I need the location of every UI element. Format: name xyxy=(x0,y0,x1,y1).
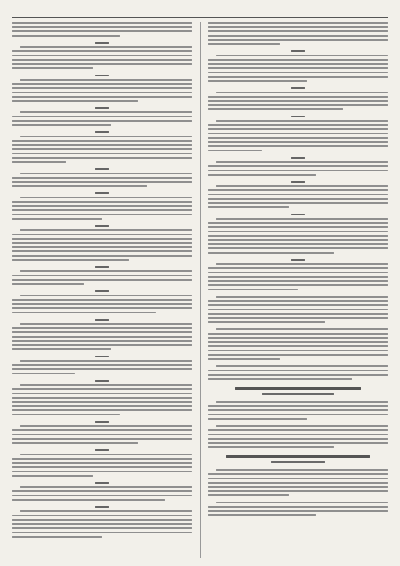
text-line xyxy=(208,309,388,311)
text-line xyxy=(216,120,388,122)
text-line xyxy=(12,475,93,477)
text-line xyxy=(12,397,192,399)
text-line xyxy=(12,434,192,436)
text-line xyxy=(12,462,192,464)
text-line xyxy=(20,425,192,427)
text-line xyxy=(208,35,388,37)
text-line xyxy=(208,26,388,28)
text-line xyxy=(12,364,192,366)
text-line xyxy=(208,276,388,278)
text-line xyxy=(20,486,192,488)
text-line xyxy=(208,174,316,176)
text-line xyxy=(208,478,388,480)
text-line xyxy=(208,108,343,110)
text-line xyxy=(208,222,388,224)
text-line xyxy=(12,153,192,155)
text-line xyxy=(12,340,192,342)
text-line xyxy=(208,96,388,98)
text-line xyxy=(20,323,192,325)
text-line xyxy=(216,502,388,504)
text-line xyxy=(12,490,192,492)
text-line xyxy=(208,247,388,249)
text-line xyxy=(208,100,388,102)
clause-number xyxy=(95,482,109,484)
text-line xyxy=(12,100,138,102)
text-line xyxy=(12,438,192,440)
text-line xyxy=(20,136,192,138)
text-line xyxy=(12,327,192,329)
text-line xyxy=(12,405,192,407)
text-line xyxy=(12,83,192,85)
text-line xyxy=(208,486,388,488)
text-line xyxy=(12,55,192,57)
clause-number xyxy=(95,75,109,77)
clause-number xyxy=(291,259,305,261)
clause-number xyxy=(95,107,109,109)
text-line xyxy=(208,442,388,444)
clause-number xyxy=(291,116,305,118)
section-heading xyxy=(262,393,334,395)
text-line xyxy=(208,239,388,241)
text-line xyxy=(12,401,192,403)
text-line xyxy=(12,393,192,395)
text-line xyxy=(12,429,192,431)
text-line xyxy=(12,157,192,159)
text-line xyxy=(208,317,388,319)
text-line xyxy=(20,111,192,113)
text-line xyxy=(12,205,192,207)
text-line xyxy=(12,120,192,122)
text-line xyxy=(12,409,192,411)
text-line xyxy=(12,218,102,220)
text-line xyxy=(208,194,388,196)
header-rule xyxy=(12,17,388,18)
text-line xyxy=(12,466,192,468)
text-line xyxy=(208,321,325,323)
clause-number xyxy=(95,356,109,358)
text-line xyxy=(12,148,192,150)
text-line xyxy=(12,144,192,146)
text-line xyxy=(208,494,289,496)
text-line xyxy=(208,438,388,440)
clause-number xyxy=(291,157,305,159)
text-line xyxy=(12,299,192,301)
text-line xyxy=(208,482,388,484)
clause-number xyxy=(95,266,109,268)
text-line xyxy=(208,43,280,45)
text-line xyxy=(12,532,192,534)
text-line xyxy=(216,263,388,265)
text-line xyxy=(208,76,388,78)
text-line xyxy=(208,267,388,269)
text-line xyxy=(12,312,156,314)
text-line xyxy=(12,201,192,203)
text-line xyxy=(12,67,93,69)
text-line xyxy=(208,446,334,448)
text-line xyxy=(12,348,111,350)
text-line xyxy=(12,234,192,236)
text-column-right xyxy=(208,22,388,560)
text-line xyxy=(208,409,388,411)
text-line xyxy=(208,304,388,306)
text-line xyxy=(12,242,192,244)
text-line xyxy=(12,279,192,281)
clause-number xyxy=(95,319,109,321)
text-line xyxy=(20,197,192,199)
text-line xyxy=(20,384,192,386)
text-line xyxy=(208,226,388,228)
text-line xyxy=(20,454,192,456)
section-heading xyxy=(271,461,325,463)
text-line xyxy=(20,46,192,48)
text-line xyxy=(12,124,111,126)
text-line xyxy=(12,515,192,517)
text-line xyxy=(12,536,102,538)
text-line xyxy=(208,337,388,339)
text-line xyxy=(12,527,192,529)
text-line xyxy=(208,514,316,516)
text-line xyxy=(208,341,388,343)
paragraph-gap xyxy=(208,382,388,385)
section-heading xyxy=(226,455,370,458)
text-line xyxy=(12,414,120,416)
text-line xyxy=(12,373,75,375)
text-line xyxy=(216,401,388,403)
text-line xyxy=(12,259,129,261)
text-line xyxy=(12,523,192,525)
text-line xyxy=(208,284,388,286)
text-line xyxy=(208,429,388,431)
clause-number xyxy=(95,421,109,423)
text-line xyxy=(208,128,388,130)
text-line xyxy=(12,177,192,179)
text-line xyxy=(208,434,388,436)
text-line xyxy=(208,473,388,475)
text-line xyxy=(20,295,192,297)
text-line xyxy=(20,510,192,512)
text-line xyxy=(12,344,192,346)
text-column-left xyxy=(12,22,192,560)
text-line xyxy=(208,414,388,416)
text-line xyxy=(12,246,192,248)
text-line xyxy=(12,30,192,32)
text-line xyxy=(208,39,388,41)
text-line xyxy=(208,59,388,61)
text-line xyxy=(208,300,388,302)
clause-number xyxy=(291,214,305,216)
text-line xyxy=(208,333,388,335)
text-line xyxy=(208,133,388,135)
text-line xyxy=(20,270,192,272)
text-line xyxy=(216,92,388,94)
text-line xyxy=(216,55,388,57)
text-line xyxy=(208,198,388,200)
text-line xyxy=(208,378,352,380)
clause-number xyxy=(95,380,109,382)
text-line xyxy=(20,360,192,362)
text-line xyxy=(208,80,307,82)
text-line xyxy=(208,189,388,191)
text-line xyxy=(12,238,192,240)
text-line xyxy=(208,418,307,420)
text-line xyxy=(20,173,192,175)
text-line xyxy=(12,92,192,94)
text-line xyxy=(208,124,388,126)
text-line xyxy=(12,519,192,521)
text-line xyxy=(12,458,192,460)
text-line xyxy=(208,104,388,106)
text-line xyxy=(12,22,192,24)
text-line xyxy=(12,303,192,305)
text-line xyxy=(12,499,165,501)
text-line xyxy=(12,250,192,252)
text-line xyxy=(208,506,388,508)
text-line xyxy=(208,235,388,237)
clause-number xyxy=(291,181,305,183)
text-line xyxy=(12,87,192,89)
text-line xyxy=(208,374,388,376)
text-line xyxy=(208,313,388,315)
text-line xyxy=(208,141,388,143)
text-line xyxy=(216,328,388,330)
text-line xyxy=(208,22,388,24)
text-line xyxy=(208,350,388,352)
text-line xyxy=(216,296,388,298)
text-line xyxy=(12,209,192,211)
text-line xyxy=(208,137,388,139)
text-line xyxy=(208,30,388,32)
text-line xyxy=(12,442,138,444)
text-line xyxy=(12,59,192,61)
text-line xyxy=(208,165,388,167)
clause-number xyxy=(95,131,109,133)
text-line xyxy=(12,96,192,98)
text-line xyxy=(208,206,289,208)
text-line xyxy=(12,161,66,163)
clause-number xyxy=(291,50,305,52)
text-line xyxy=(208,170,388,172)
text-line xyxy=(208,202,388,204)
text-line xyxy=(208,72,388,74)
clause-number xyxy=(95,42,109,44)
text-line xyxy=(208,289,298,291)
column-divider xyxy=(200,22,201,558)
text-line xyxy=(208,370,388,372)
clause-number xyxy=(95,192,109,194)
text-line xyxy=(12,50,192,52)
text-line xyxy=(20,229,192,231)
text-line xyxy=(12,275,192,277)
text-line xyxy=(208,231,388,233)
text-line xyxy=(12,283,84,285)
text-line xyxy=(12,63,192,65)
text-line xyxy=(12,35,120,37)
text-line xyxy=(216,185,388,187)
text-line xyxy=(208,510,388,512)
text-line xyxy=(12,26,192,28)
text-line xyxy=(12,255,192,257)
text-line xyxy=(208,358,280,360)
clause-number xyxy=(95,290,109,292)
text-line xyxy=(208,63,388,65)
text-line xyxy=(208,150,262,152)
text-line xyxy=(208,490,388,492)
text-line xyxy=(216,218,388,220)
text-line xyxy=(208,243,388,245)
section-heading xyxy=(235,387,361,390)
clause-number xyxy=(95,168,109,170)
text-line xyxy=(216,469,388,471)
text-line xyxy=(208,405,388,407)
text-line xyxy=(208,252,334,254)
text-line xyxy=(12,181,192,183)
text-line xyxy=(216,161,388,163)
clause-number xyxy=(95,506,109,508)
paragraph-gap xyxy=(208,450,388,453)
text-line xyxy=(208,272,388,274)
clause-number xyxy=(291,87,305,89)
text-line xyxy=(216,425,388,427)
text-line xyxy=(208,354,388,356)
text-line xyxy=(216,365,388,367)
text-line xyxy=(12,116,192,118)
text-line xyxy=(12,185,147,187)
clause-number xyxy=(95,225,109,227)
clause-number xyxy=(95,449,109,451)
text-line xyxy=(12,495,192,497)
text-line xyxy=(208,280,388,282)
text-line xyxy=(12,368,192,370)
text-line xyxy=(12,471,192,473)
text-line xyxy=(12,140,192,142)
text-line xyxy=(208,145,388,147)
text-line xyxy=(208,345,388,347)
text-line xyxy=(12,336,192,338)
text-line xyxy=(12,331,192,333)
text-line xyxy=(20,79,192,81)
text-line xyxy=(12,307,192,309)
text-line xyxy=(208,67,388,69)
text-line xyxy=(12,388,192,390)
text-line xyxy=(12,214,192,216)
